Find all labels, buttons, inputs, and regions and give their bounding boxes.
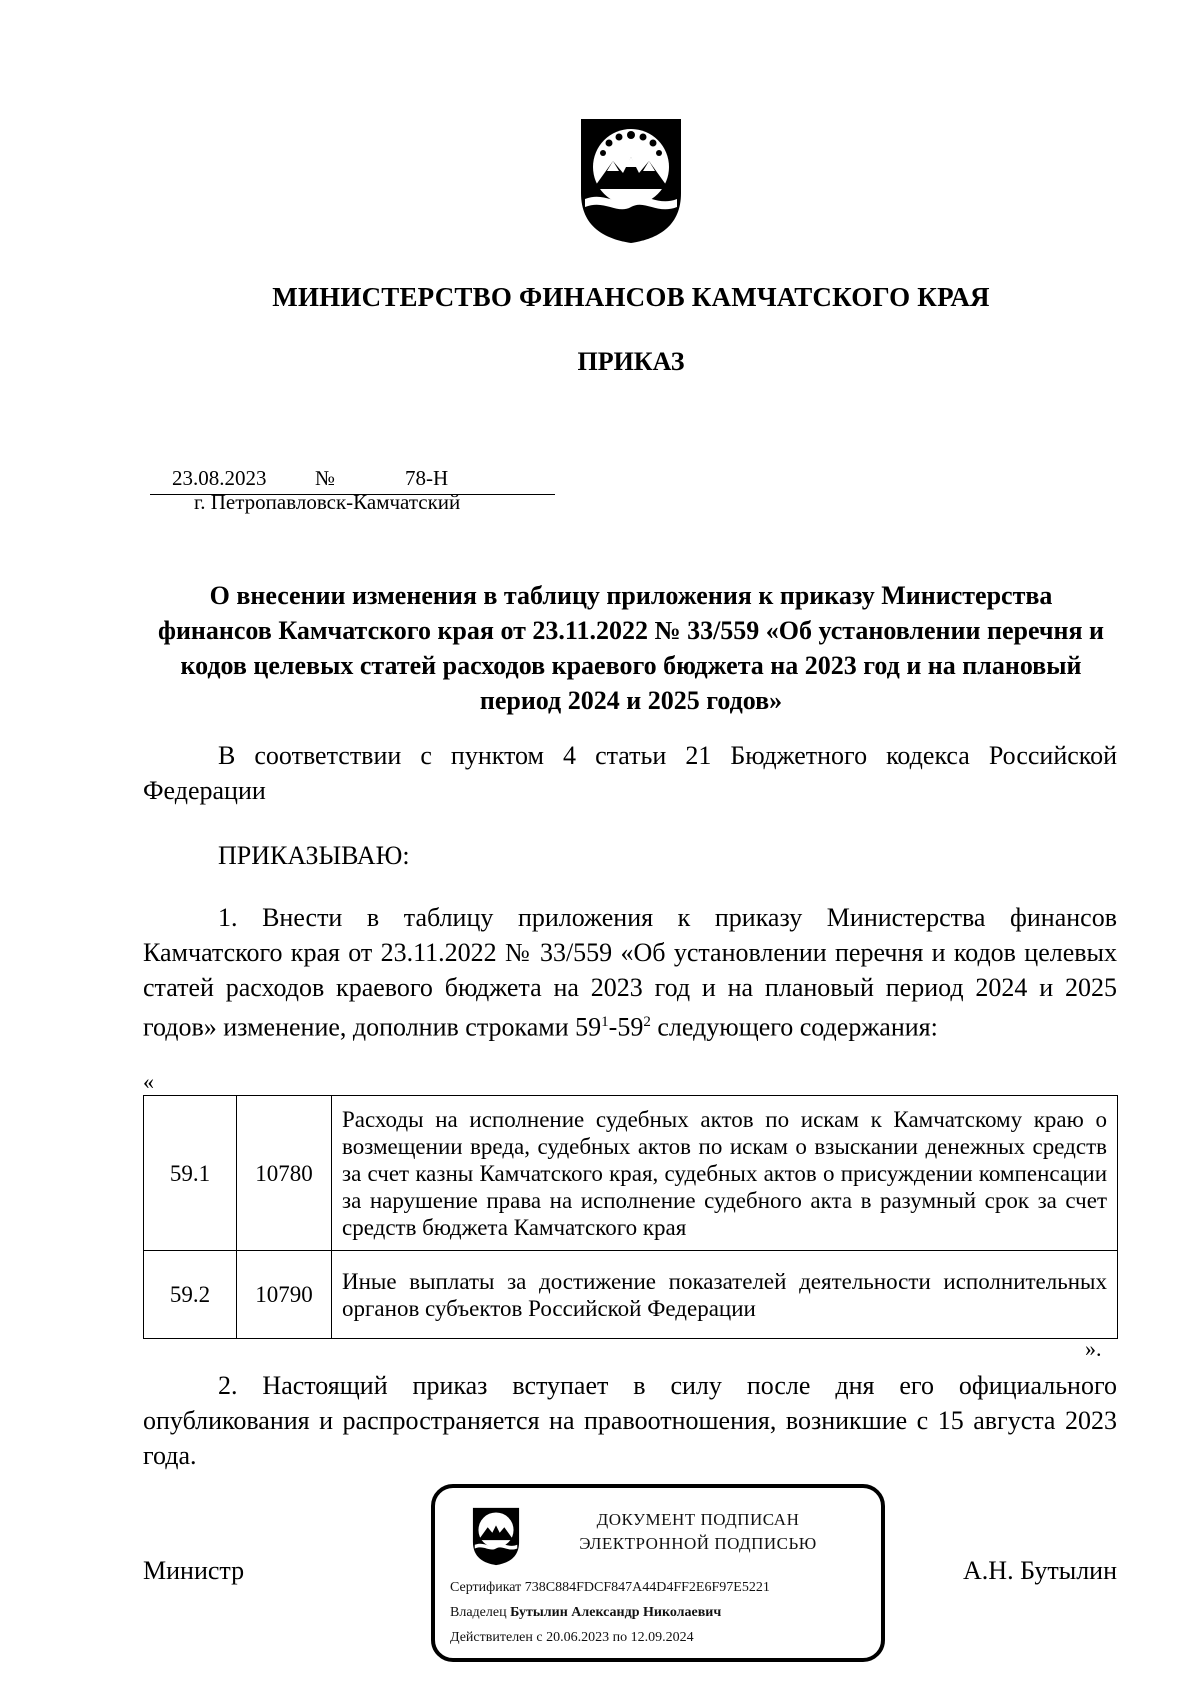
electronic-signature-stamp [431,1484,885,1662]
valid-from-label: с [536,1630,543,1645]
quote-close: ». [1085,1336,1102,1361]
target-articles-table [143,1095,1118,1339]
ministry-name: МИНИСТЕРСТВО ФИНАНСОВ КАМЧАТСКОГО КРАЯ [272,282,990,312]
signature-position: Министр [143,1556,245,1585]
owner-value: Бутылин Александр Николаевич [510,1605,722,1620]
owner-label: Владелец [450,1605,507,1620]
stamp-owner [450,1605,721,1621]
row-number: 59.2 [144,1251,237,1339]
table-row [144,1096,1118,1251]
row-number: 59.1 [144,1096,237,1251]
kamchatka-coat-of-arms-icon [577,115,685,245]
row-text: Расходы на исполнение судебных актов по искам к Камчатскому краю о возмещении вреда, судебных актов по искам о взыскании денежных средств за счет казны Камчатского края, судебных актов о присуждении компенсации за нарушение права на исполнение судебного акта в разумный срок за счет средств бюджета Камчатского края [332,1096,1118,1251]
cert-label: Сертификат [450,1580,522,1595]
row-code: 10790 [237,1251,332,1339]
item-1-tail: следующего содержания: [650,1012,938,1042]
order-number: 78-Н [405,466,449,490]
preamble: В соответствии с пунктом 4 статьи 21 Бюджетного кодекса Российской Федерации [143,741,1117,805]
item-2: 2. Настоящий приказ вступает в силу после дня его официального опубликования и распространяется на правоотношения, возникшие с 15 августа 2023 года. [143,1371,1117,1470]
stamp-coat-of-arms-icon [471,1506,521,1566]
valid-to: 12.09.2024 [630,1630,694,1645]
valid-from: 20.06.2023 [546,1630,610,1645]
item-1 [143,900,1117,1045]
stamp-certificate [450,1580,770,1596]
stamp-title [543,1508,853,1556]
quote-open: « [143,1069,154,1094]
stamp-title-line-1: ДОКУМЕНТ ПОДПИСАН [596,1510,800,1529]
item-1-text: 1. Внести в таблицу приложения к приказу Министерства финансов Камчатского края от 23.11.2022 № 33/559 «Об установлении перечня и кодов целевых статей расходов краевого бюджета на 2023 год и на плановый период 2024 и 2025 годов» изменение, дополнив строками 59 [143,903,1117,1042]
document-type: ПРИКАЗ [577,347,685,376]
city: г. Петропавловск-Камчатский [194,490,461,514]
valid-to-label: по [612,1630,628,1645]
cert-value: 738C884FDCF847A44D4FF2E6F97E5221 [524,1580,770,1595]
stamp-validity [450,1630,694,1646]
row-text: Иные выплаты за достижение показателей деятельности исполнительных органов субъектов Российской Федерации [332,1251,1118,1339]
signer-name: А.Н. Бутылин [963,1556,1117,1585]
order-word: ПРИКАЗЫВАЮ: [218,841,410,870]
stamp-title-line-2: ЭЛЕКТРОННОЙ ПОДПИСЬЮ [579,1534,817,1553]
row-code: 10780 [237,1096,332,1251]
number-sign: № [315,466,336,490]
item-1-sup-1: 1 [601,1014,609,1030]
order-heading: О внесении изменения в таблицу приложения к приказу Министерства финансов Камчатского края от 23.11.2022 № 33/559 «Об установлении перечня и кодов целевых статей расходов краевого бюджета на 2023 год и на плановый период 2024 и 2025 годов» [157,581,1105,715]
order-date: 23.08.2023 [172,466,267,490]
item-1-dash: -59 [608,1012,644,1042]
item-1-sup-2: 2 [643,1014,651,1030]
valid-label: Действителен [450,1630,533,1645]
table-row [144,1251,1118,1339]
